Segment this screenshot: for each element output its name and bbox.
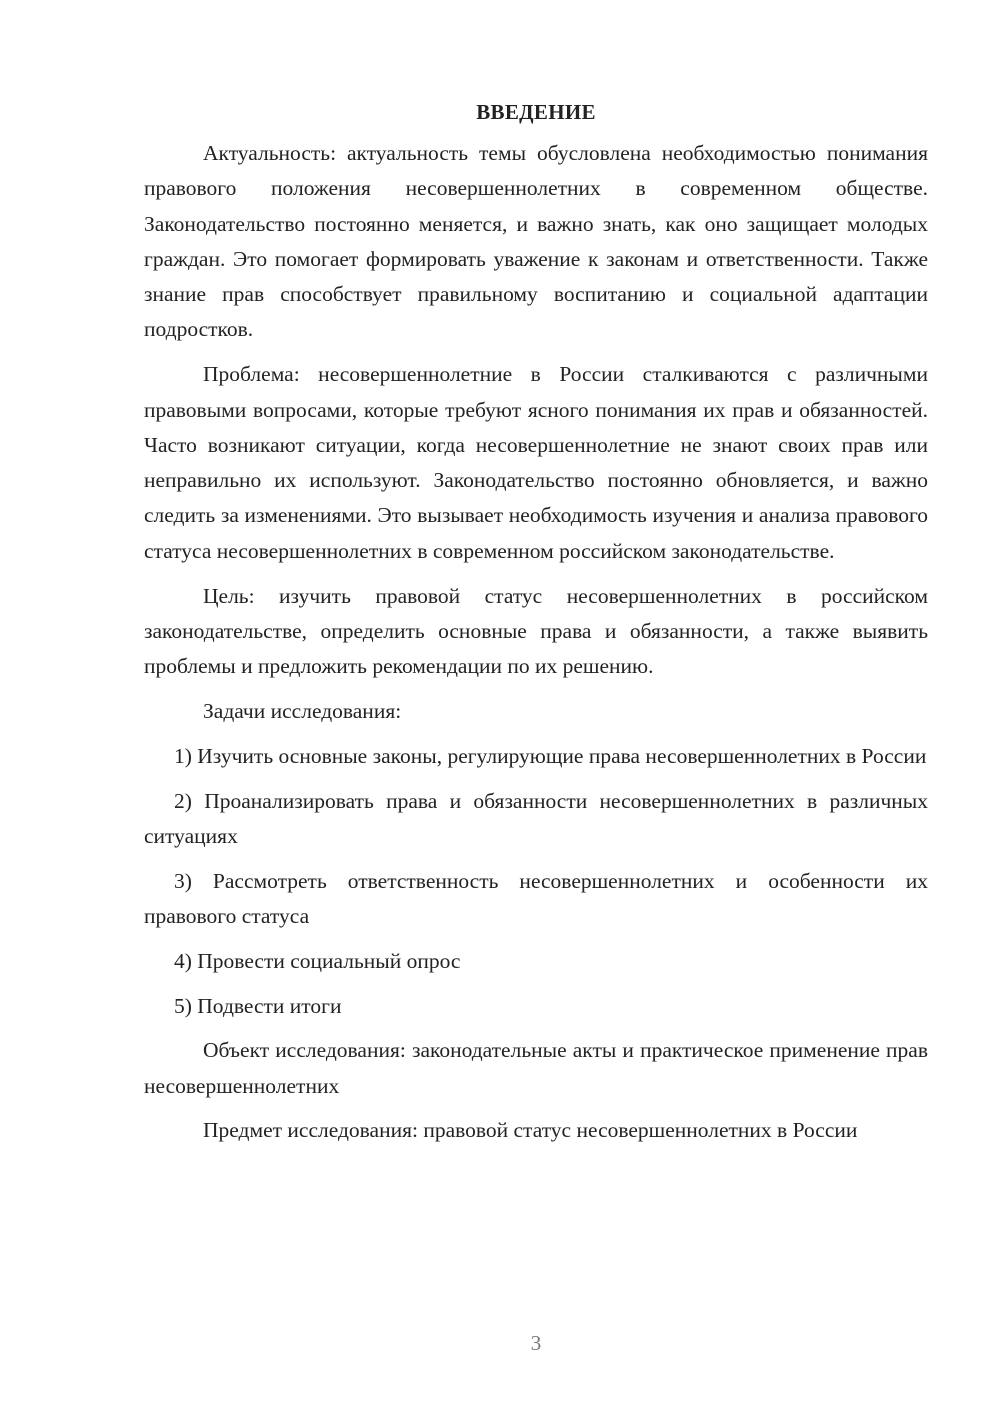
paragraph-relevance: Актуальность: актуальность темы обусловлена необходимостью понимания правового положения несовершеннолетних в современном обществе. Законодательство постоянно меняется, и важно знать, как оно защищает молодых граждан. Это помогает формировать уважение к законам и ответственности. Также знание прав способствует правильному воспитанию и социальной адаптации подростков. [144,141,928,342]
task-item-4: 4) Провести социальный опрос [174,948,461,973]
paragraph-tasks-heading: Задачи исследования: [203,698,402,723]
section-title: ВВЕДЕНИЕ [476,100,596,124]
task-item-1: 1) Изучить основные законы, регулирующие права несовершеннолетних в России [174,743,927,768]
task-item-2: 2) Проанализировать права и обязанности несовершеннолетних в различных ситуациях [144,788,928,848]
task-item-5: 5) Подвести итоги [174,993,342,1018]
paragraph-problem: Проблема: несовершеннолетние в России сталкиваются с различными правовыми вопросами, которые требуют ясного понимания их прав и обязанностей. Часто возникают ситуации, когда несовершеннолетние не знают своих прав или неправильно их используют. Законодательство постоянно обновляется, и важно следить за изменениями. Это вызывает необходимость изучения и анализа правового статуса несовершеннолетних в современном российском законодательстве. [144,362,928,563]
paragraph-subject: Предмет исследования: правовой статус несовершеннолетних в России [203,1118,858,1143]
document-page [144,96,928,1158]
task-item-3: 3) Рассмотреть ответственность несовершеннолетних и особенности их правового статуса [144,868,928,928]
page-number: 3 [530,1331,542,1355]
paragraph-goal: Цель: изучить правовой статус несовершеннолетних в российском законодательстве, определить основные права и обязанности, а также выявить проблемы и предложить рекомендации по их решению. [144,583,928,679]
paragraph-object: Объект исследования: законодательные акты и практическое применение прав несовершеннолетних [144,1038,928,1098]
